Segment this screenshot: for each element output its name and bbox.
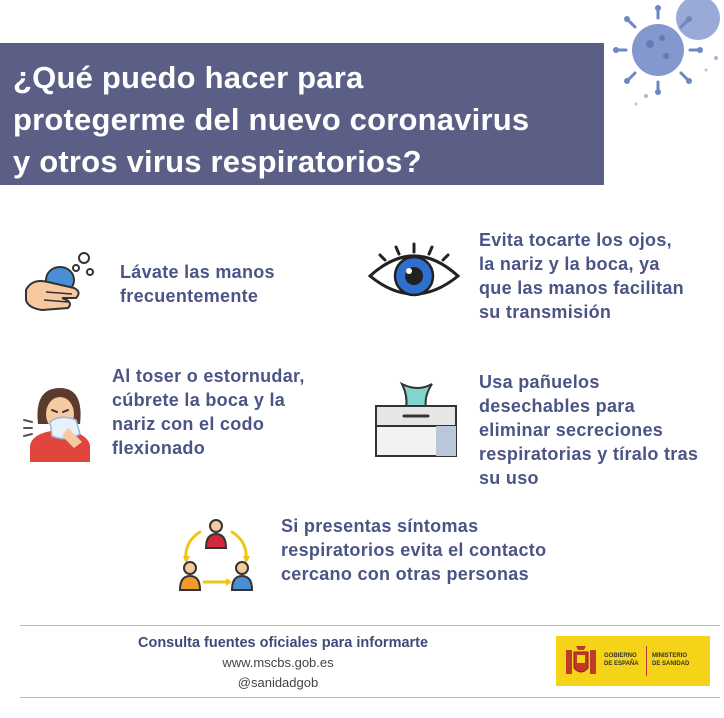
gov-line-1: GOBIERNO: [604, 653, 637, 659]
tip-line: cúbrete la boca y la: [112, 390, 286, 410]
title-line-3: y otros virus respiratorios?: [13, 144, 422, 179]
tip-line: respiratorias y tíralo tras: [479, 444, 699, 464]
coronavirus-decoration-icon: [606, 0, 724, 118]
tip-line: respiratorios evita el contacto: [281, 540, 547, 560]
tip-tissue-text: [479, 370, 698, 490]
tip-handwashing-text: [120, 260, 275, 308]
gov-line-2: DE ESPAÑA: [604, 661, 639, 667]
footer-divider-top: [20, 625, 720, 626]
ministry-line-2: DE SANIDAD: [652, 661, 690, 667]
tip-line: eliminar secreciones: [479, 420, 664, 440]
sneezing-person-icon: [22, 384, 96, 462]
people-contact-icon: [176, 518, 256, 596]
tip-line: cercano con otras personas: [281, 564, 529, 584]
tip-line: Evita tocarte los ojos,: [479, 230, 672, 250]
handwashing-icon: [22, 250, 96, 320]
footer-url-link[interactable]: www.mscbs.gob.es: [222, 655, 334, 670]
title-line-2: protegerme del nuevo coronavirus: [13, 102, 530, 137]
tip-line: flexionado: [112, 438, 206, 458]
tissue-box-icon: [374, 380, 458, 460]
tip-line: nariz con el codo: [112, 414, 265, 434]
tip-line: frecuentemente: [120, 286, 259, 306]
tip-line: Si presentas síntomas: [281, 516, 479, 536]
tip-contact-text: [281, 514, 546, 586]
eye-icon: [366, 240, 462, 306]
footer-social-handle[interactable]: @sanidadgob: [237, 675, 319, 690]
tip-line: Usa pañuelos: [479, 372, 600, 392]
footer-headline: Consulta fuentes oficiales para informarte: [138, 635, 429, 651]
ministry-line-1: MINISTERIO: [652, 653, 688, 659]
footer-divider-bottom: [20, 697, 720, 698]
tip-line: Al toser o estornudar,: [112, 366, 305, 386]
tip-line: la nariz y la boca, ya: [479, 254, 660, 274]
tip-cough-text: [112, 364, 305, 460]
tip-line: su transmisión: [479, 302, 612, 322]
title-line-1: ¿Qué puedo hacer para: [13, 60, 364, 95]
tip-eyes-text: [479, 228, 684, 324]
coat-of-arms-icon: [562, 642, 600, 680]
footer-info: [138, 633, 438, 693]
government-logo: [556, 636, 710, 686]
tip-line: que las manos facilitan: [479, 278, 684, 298]
tip-line: desechables para: [479, 396, 635, 416]
tip-line: Lávate las manos: [120, 262, 275, 282]
title-banner: [0, 43, 604, 185]
logo-divider: [646, 646, 647, 676]
tip-line: su uso: [479, 468, 539, 488]
